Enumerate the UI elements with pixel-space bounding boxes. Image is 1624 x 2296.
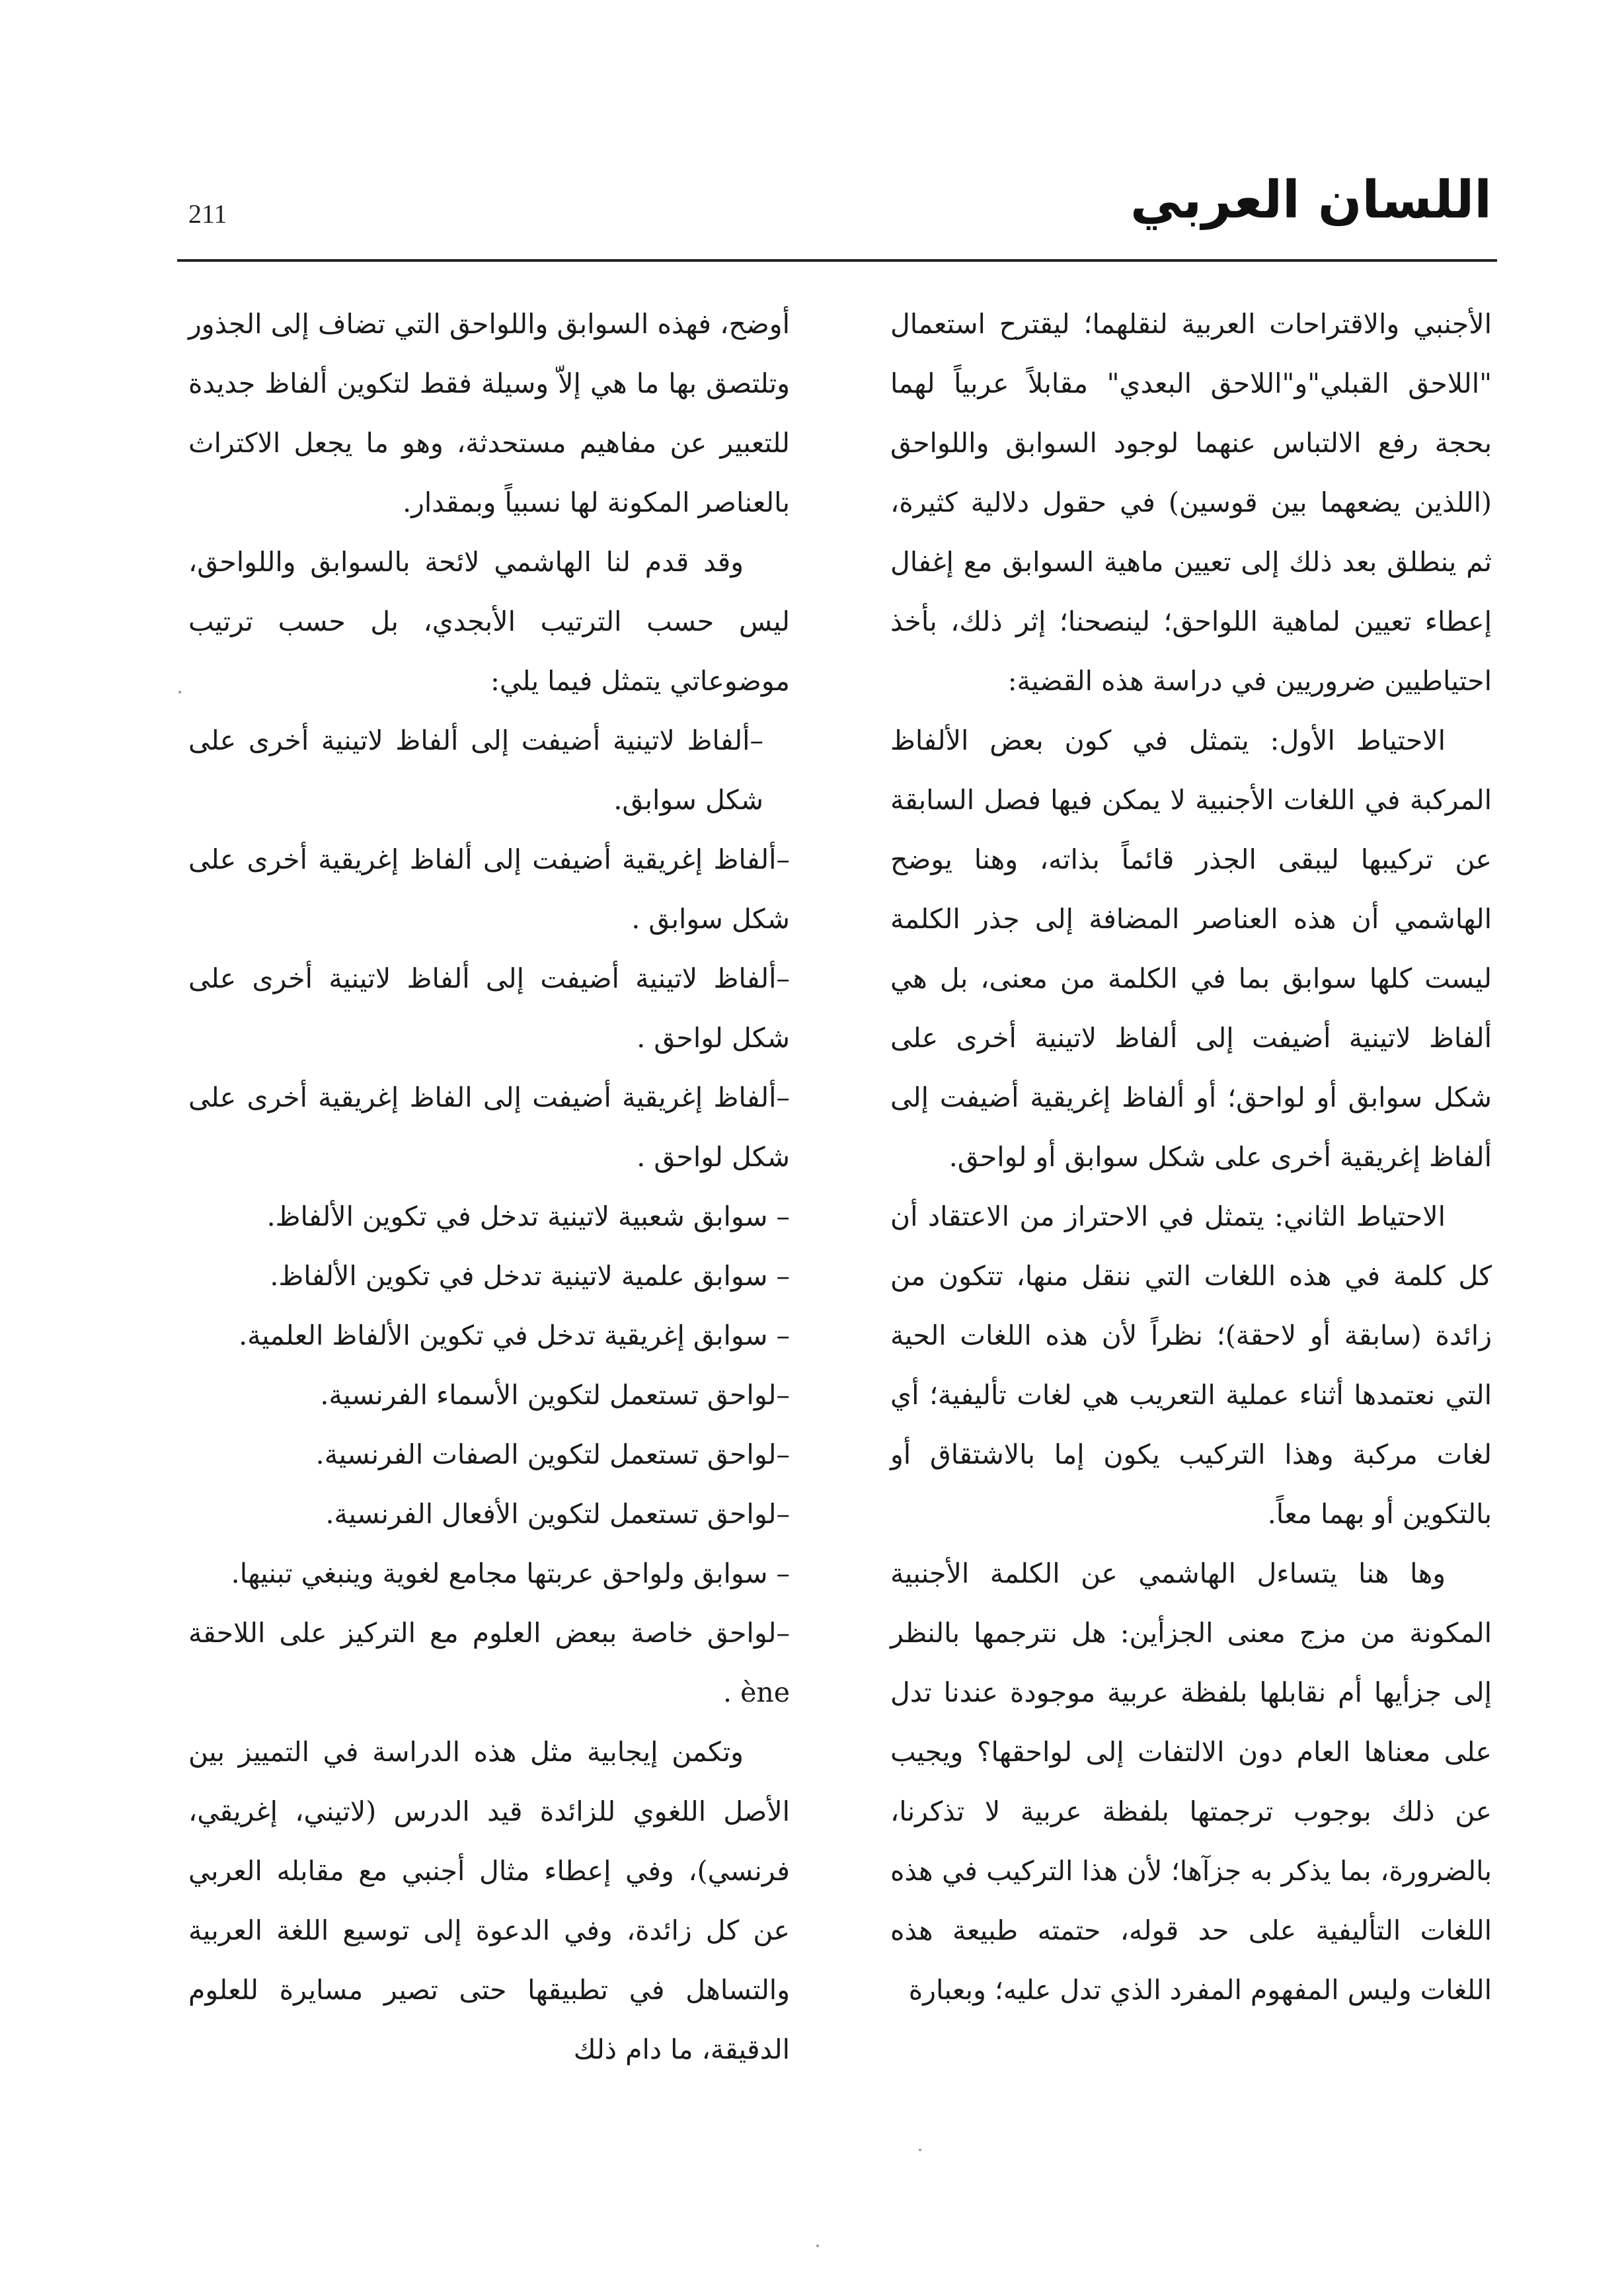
list-item: –ألفاظ إغريقية أضيفت إلى ألفاظ إغريقية أخرى على شكل سوابق . [188, 844, 790, 935]
journal-title-logo: اللسان العربي [1130, 171, 1492, 230]
list-item: – سوابق علمية لاتينية تدخل في تكوين الألفاظ. [270, 1260, 790, 1292]
paragraph-1: الأجنبي والاقتراحات العربية لنقلهما؛ ليقترح استعمال "اللاحق القبلي"و"اللاحق البعدي" مقابلاً عربياً لهما بحجة رفع الالتباس عنهما لوجود السوابق واللواحق (اللذين يضعهما بين قوسين) في حقول دلالية كثيرة، ثم ينطلق بعد ذلك إلى تعيين ماهية السوابق مع إغفال إعطاء تعيين لماهية اللواحق؛ لينصحنا؛ إثر ذلك، بأخذ احتياطيين ضروريين في دراسة هذه القضية: [890, 308, 1492, 697]
list-item: –لواحق تستعمل لتكوين الصفات الفرنسية. [315, 1439, 790, 1470]
list-item: –لواحق تستعمل لتكوين الأفعال الفرنسية. [325, 1498, 790, 1530]
scan-speck [919, 2149, 921, 2151]
category-list [188, 711, 790, 1722]
list-item: – سوابق إغريقية تدخل في تكوين الألفاظ العلمية. [239, 1320, 790, 1351]
list-item: – سوابق ولواحق عربتها مجامع لغوية وينبغي تبنيها. [231, 1558, 790, 1589]
list-item: –ألفاظ لاتينية أضيفت إلى ألفاظ لاتينية أخرى على شكل لواحق . [188, 963, 790, 1054]
paragraph-4: وها هنا يتساءل الهاشمي عن الكلمة الأجنبية المكونة من مزج معنى الجزأين: هل نترجمها بالنظر إلى جزأيها أم نقابلها بلفظة عربية موجودة عندنا تدل على معناها العام دون الالتفات إلى لواحقها؟ ويجيب عن ذلك بوجوب ترجمتها بلفظة عربية لا تذكرنا، بالضرورة، بما يذكر به جزآها؛ لأن هذا التركيب في هذه اللغات التأليفية على حد قوله، حتمته طبيعة هذه اللغات وليس المفهوم المفرد الذي تدل عليه؛ وبعبارة [890, 1558, 1492, 2006]
left-text-column [188, 294, 790, 2079]
list-item: – سوابق شعبية لاتينية تدخل في تكوين الألفاظ. [266, 1201, 790, 1232]
paragraph-2: الاحتياط الأول: يتمثل في كون بعض الألفاظ المركبة في اللغات الأجنبية لا يمكن فيها فصل السابقة عن تركيبها ليبقى الجذر قائماً بذاته، وهنا يوضح الهاشمي أن هذه العناصر المضافة إلى جذر الكلمة ليست كلها سوابق بما في الكلمة من معنى، بل هي ألفاظ لاتينية أضيفت إلى ألفاظ لاتينية أخرى على شكل سوابق أو لواحق؛ أو ألفاظ إغريقية أضيفت إلى ألفاظ إغريقية أخرى على شكل سوابق أو لواحق. [890, 725, 1492, 1173]
page-number: 211 [188, 199, 227, 229]
paragraph-opening: أوضح، فهذه السوابق واللواحق التي تضاف إلى الجذور وتلتصق بها ما هي إلاّ وسيلة فقط لتكوين ألفاظ جديدة للتعبير عن مفاهيم مستحدثة، وهو ما يجعل الاكتراث بالعناصر المكونة لها نسبياً وبمقدار. [188, 308, 790, 518]
scan-speck [816, 2244, 819, 2247]
list-item: –ألفاظ إغريقية أضيفت إلى الفاظ إغريقية أخرى على شكل لواحق . [188, 1082, 790, 1173]
list-item: –لواحق تستعمل لتكوين الأسماء الفرنسية. [320, 1379, 790, 1411]
list-item: –ألفاظ لاتينية أضيفت إلى ألفاظ لاتينية أخرى على شكل سوابق. [188, 725, 763, 816]
paragraph-closing: وتكمن إيجابية مثل هذه الدراسة في التمييز بين الأصل اللغوي للزائدة قيد الدرس (لاتيني، إغريقي، فرنسي)، وفي إعطاء مثال أجنبي مع مقابله العربي عن كل زائدة، وفي الدعوة إلى توسيع اللغة العربية والتساهل في تطبيقها حتى تصير مسايرة للعلوم الدقيقة، ما دام ذلك [188, 1736, 790, 2065]
scan-speck [178, 691, 181, 693]
list-item: –لواحق خاصة ببعض العلوم مع التركيز على اللاحقة ène . [188, 1617, 790, 1708]
paragraph-intro: وقد قدم لنا الهاشمي لائحة بالسوابق واللواحق، ليس حسب الترتيب الأبجدي، بل حسب ترتيب موضوعاتي يتمثل فيما يلي: [188, 546, 790, 697]
paragraph-3: الاحتياط الثاني: يتمثل في الاحتراز من الاعتقاد أن كل كلمة في هذه اللغات التي ننقل منها، تتكون من زائدة (سابقة أو لاحقة)؛ نظراً لأن هذه اللغات الحية التي نعتمدها أثناء عملية التعريب هي لغات تأليفية؛ أي لغات مركبة وهذا التركيب يكون إما بالاشتقاق أو بالتكوين أو بهما معاً. [890, 1201, 1492, 1530]
right-text-column [890, 294, 1492, 2020]
header-divider [177, 259, 1497, 262]
